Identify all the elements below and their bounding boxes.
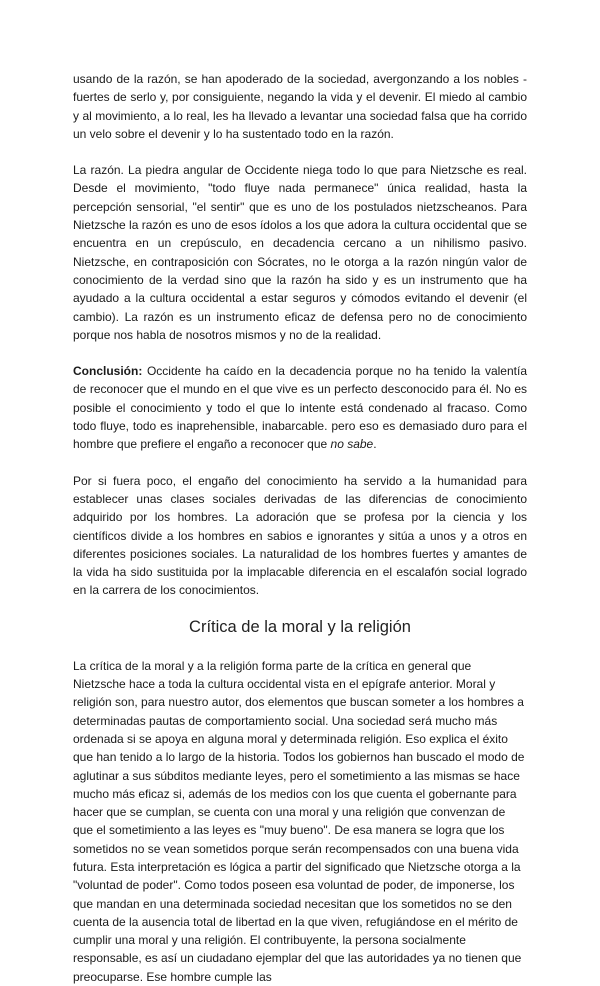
conclusion-italic: no sabe [330, 437, 374, 452]
paragraph-conclusion [73, 362, 527, 453]
paragraph-reason: La razón. La piedra angular de Occidente niega todo lo que para Nietzsche es real. Desde el movimiento, "todo fluye nada permanece" única realidad, hasta la percepción sensorial, "el sentir" que es uno de los postulados nietzscheanos. Para Nietzsche la razón es uno de esos ídolos a los que adora la cultura occidental que se encuentra en un crepúsculo, en decadencia cercano a un nihilismo pasivo. Nietzsche, en contraposición con Sócrates, no le otorga a la razón ningún valor de conocimiento de la verdad sino que la razón ha sido y es un instrumento que ha ayudado a la cultura occidental a estar seguros y cómodos evitando el devenir (el cambio). La razón es un instrumento eficaz de defensa pero no de conocimiento porque nos habla de nosotros mismos y no de la realidad. [73, 163, 527, 342]
paragraph-reason-intro: usando de la razón, se han apoderado de la sociedad, avergonzando a los nobles - fuertes de serlo y, por consiguiente, negando la vida y el devenir. El miedo al cambio y al movimiento, a lo real, les ha llevado a levantar una sociedad falsa que ha corrido un velo sobre el devenir y lo ha sustentado todo en la razón. [73, 72, 527, 141]
conclusion-end: . [373, 437, 377, 452]
paragraph-moral-religion: La crítica de la moral y a la religión forma parte de la crítica en general que Nietzsche hace a toda la cultura occidental vista en el epígrafe anterior. Moral y religión son, para nuestro autor, dos elementos que buscan someter a los hombres a determinadas pautas de comportamiento social. Una sociedad será mucho más ordenada si se apoya en alguna moral y determinada religión. Eso explica el éxito que han tenido a lo largo de la historia. Todos los gobiernos han buscado el modo de aglutinar a sus súbditos mediante leyes, pero el sometimiento a las mismas se hace mucho más eficaz si, además de los medios con los que cuenta el gobernante para hacer que se cumplan, se cuenta con una moral y una religión que convenzan de que el sometimiento a las leyes es "muy bueno". De esa manera se logra que los sometidos no se vean sometidos porque serán recompensados con una buena vida futura. Esta interpretación es lógica a partir del significado que Nietzsche otorga a la "voluntad de poder". Como todos poseen esa voluntad de poder, de imponerse, los que mandan en una determinada sociedad necesitan que los sometidos no se den cuenta de la ausencia total de libertad en la que viven, refugiándose en el mérito de cumplir una moral y una religión. El contribuyente, la persona socialmente responsable, es así un ciudadano ejemplar del que las autoridades ya no tienen que preocuparse. Ese hombre cumple las [73, 658, 525, 984]
section-heading: Crítica de la moral y la religión [189, 617, 411, 636]
paragraph-social-classes: Por si fuera poco, el engaño del conocimiento ha servido a la humanidad para establecer unas clases sociales derivadas de las diferencias de conocimiento adquirido por los hombres. La adoración que se profesa por la ciencia y los científicos divide a los hombres en sabios e ignorantes y sitúa a unos y a otros en diferentes posiciones sociales. La naturalidad de los hombres fuertes y amantes de la vida ha sido sustituida por la implacable diferencia en el escalafón social logrado en la carrera de los conocimientos. [73, 473, 527, 598]
conclusion-label: Conclusión: [73, 364, 143, 379]
conclusion-body: Occidente ha caído en la decadencia porque no ha tenido la valentía de reconocer que el mundo en el que vive es un perfecto desconocido para él. No es posible el conocimiento y todo el que lo intente está condenado al fracaso. Como todo fluye, todo es inaprehensible, inabarcable. pero eso es demasiado duro para el hombre que prefiere el engaño a reconocer que [73, 364, 527, 452]
